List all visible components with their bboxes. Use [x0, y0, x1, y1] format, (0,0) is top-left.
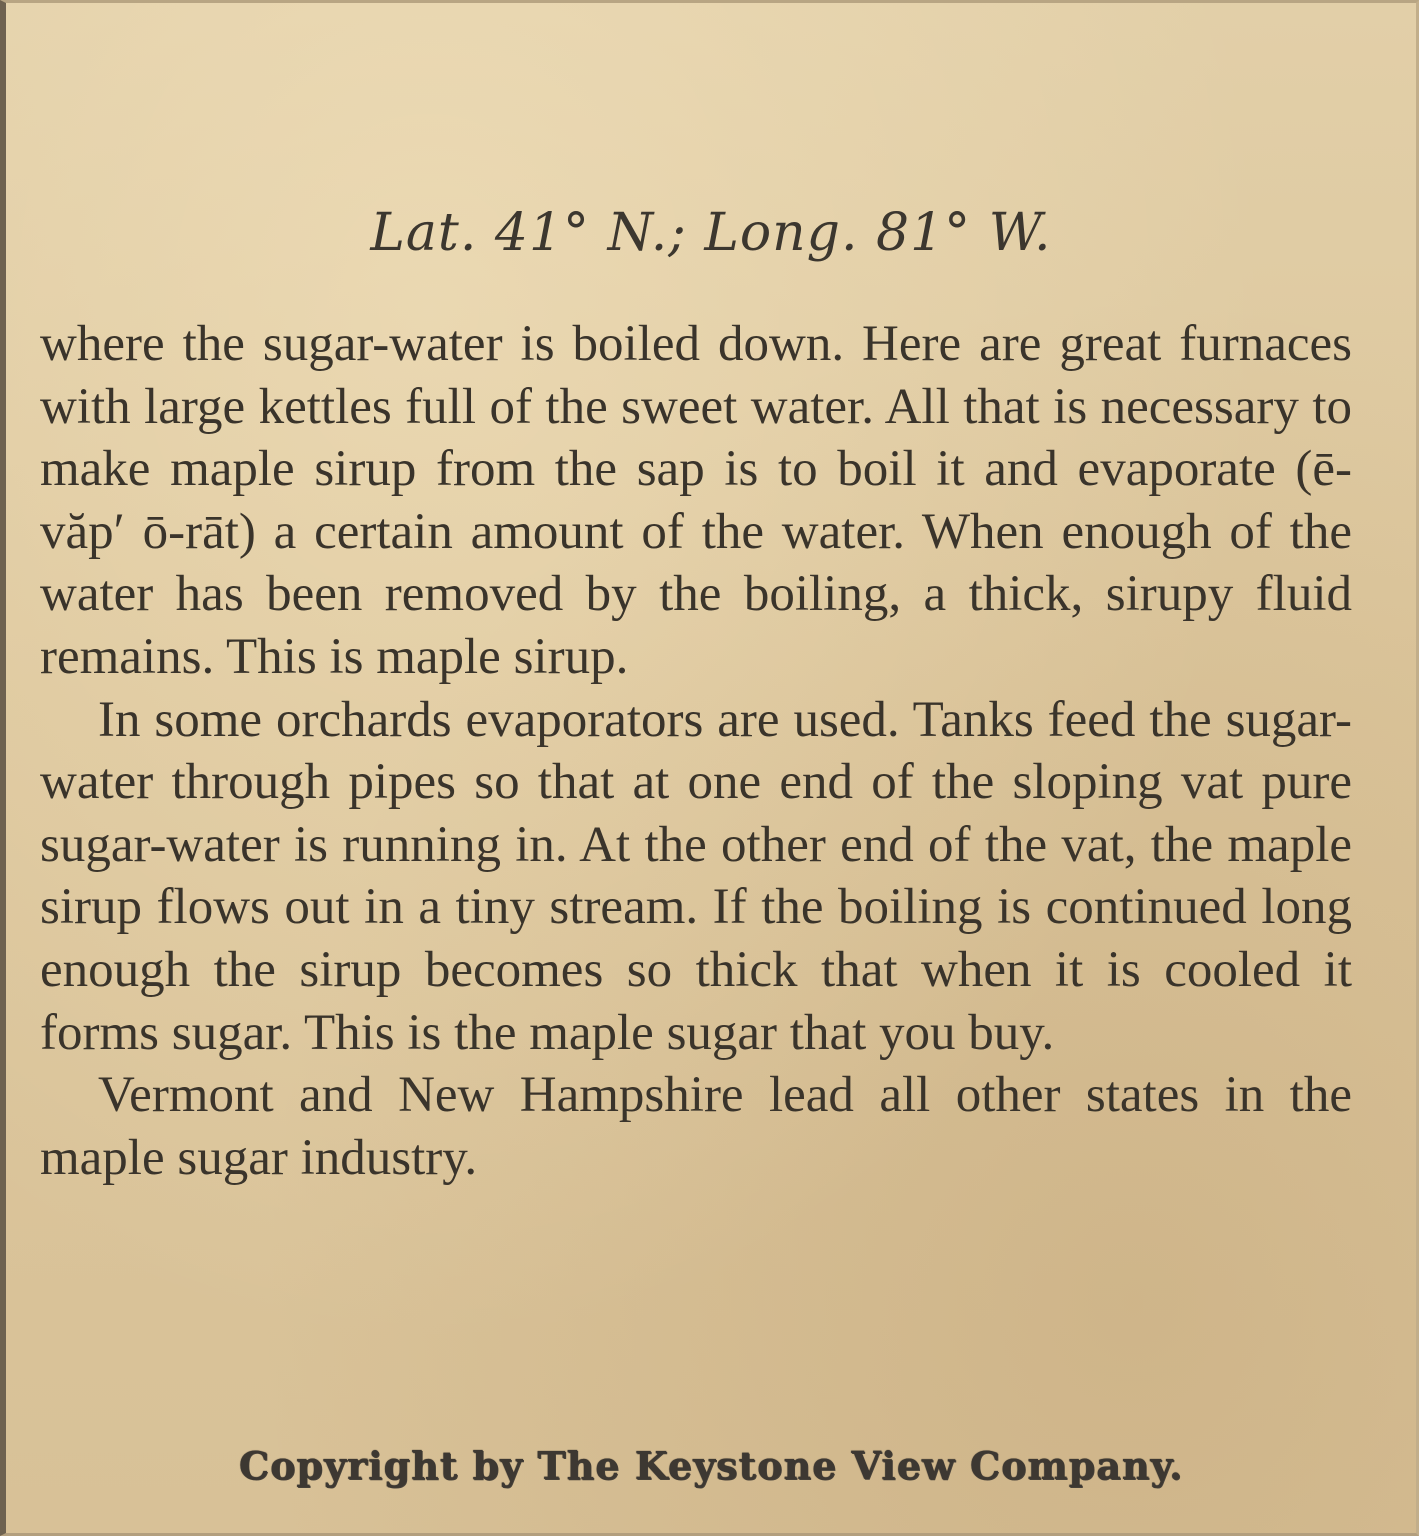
paragraph-evaporators: In some orchards evaporators are used. Tanks feed the sugar-water through pipes so that at one end of the sloping vat pure sugar-water is running in. At the other end of the vat, the maple sirup flows out in a tiny stream. If the boiling is continued long enough the sirup becomes so thick that when it is cooled it forms sugar. This is the maple sugar that you buy.: [40, 691, 1352, 1061]
paragraph-states: Vermont and New Hampshire lead all other states in the maple sugar industry.: [40, 1067, 1352, 1186]
coordinates-heading: Lat. 41° N.; Long. 81° W.: [370, 203, 1052, 263]
description-text: [40, 313, 1352, 1189]
copyright-notice: Copyright by The Keystone View Company.: [238, 1443, 1184, 1488]
paragraph-sirup-boiling: where the sugar-water is boiled down. Here are great furnaces with large kettles full of the sweet water. All that is necessary to make maple sirup from the sap is to boil it and evaporate (ē-văp′ ō-rāt) a certain amount of the water. When enough of the water has been removed by the boiling, a thick, sirupy fluid remains. This is maple sirup.: [40, 316, 1352, 685]
